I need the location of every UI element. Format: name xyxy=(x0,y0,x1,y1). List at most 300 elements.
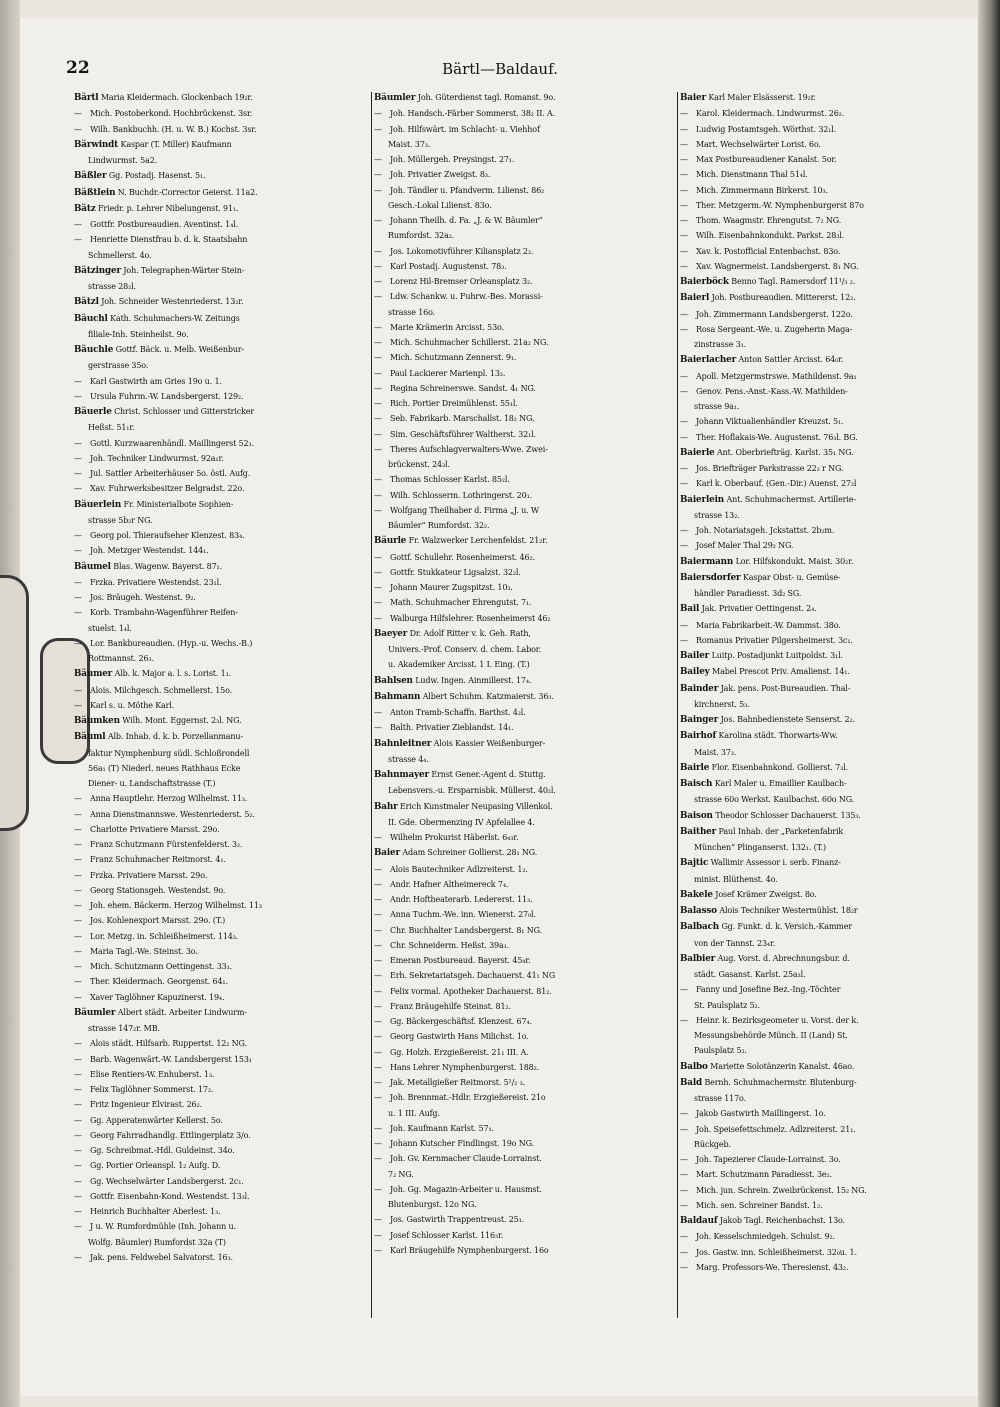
entry-details: II. Gde. Obermenzing IV Apfelallee 4. xyxy=(388,817,535,827)
dash-mark: — xyxy=(74,901,82,910)
entry-continuation xyxy=(680,337,976,352)
entry-continuation xyxy=(74,327,370,342)
entry-details: Kaspar (T. Miller) Kaufmann xyxy=(120,139,232,149)
entry-details: Anton Sattler Arcisst. 64₀r. xyxy=(738,355,844,365)
directory-entry xyxy=(680,903,976,919)
directory-subentry xyxy=(680,1260,976,1275)
directory-entry xyxy=(680,808,976,824)
entry-surname: Bahr xyxy=(374,801,398,812)
directory-subentry xyxy=(680,633,976,648)
entry-details: Thom. Waagmstr. Ehrengutst. 7₂ NG. xyxy=(696,216,842,225)
dash-mark: — xyxy=(374,864,382,874)
entry-continuation xyxy=(374,457,676,472)
thumb-tab-cutout xyxy=(0,575,29,831)
entry-surname: Bärtl xyxy=(74,93,99,103)
entry-details: N. Buchdr.-Corrector Geierst. 11a2. xyxy=(117,187,258,197)
directory-subentry xyxy=(680,1106,976,1121)
entry-details: Barb. Wagenwärt.-W. Landsbergerst 153₁ xyxy=(90,1054,252,1064)
entry-details: Apoll. Metzgermstrswe. Mathildenst. 9a₁ xyxy=(696,371,857,381)
entry-details: Kaspar Obst- u. Gemüse- xyxy=(742,572,841,582)
directory-subentry xyxy=(374,472,676,487)
directory-subentry xyxy=(374,999,676,1014)
entry-details: Hans Lehrer Nymphenburgerst. 188₂. xyxy=(390,1062,540,1072)
dash-mark: — xyxy=(680,1155,688,1164)
entry-continuation xyxy=(680,936,976,951)
dash-mark: — xyxy=(680,1170,688,1180)
dash-mark: — xyxy=(680,124,688,134)
directory-subentry xyxy=(374,213,676,228)
entry-details: Joh. Privatier Zweigst. 8₃. xyxy=(390,170,491,180)
entry-details: Seb. Fabrikarb. Marschallst. 18₂ NG. xyxy=(390,414,535,424)
dash-mark: — xyxy=(374,956,382,965)
entry-details: Marg. Professors-We. Theresienst. 43₂. xyxy=(696,1262,849,1272)
entry-details: Joh. Gv. Kernmacher Claude-Lorrainst. xyxy=(390,1154,542,1164)
entry-surname: Bäumler xyxy=(74,1007,116,1018)
entry-details: Wilh. Eisenbahnkondukt. Parkst. 28₃l. xyxy=(696,231,845,241)
entry-surname: Baierlein xyxy=(680,494,725,505)
entry-details: Romanus Privatier Pilgersheimerst. 3c₁. xyxy=(696,635,853,645)
entry-details: Johann Maurer Zugspitzst. 10₃. xyxy=(390,583,513,592)
entry-details: Wilh. Schlosserm. Lothringerst. 20₁. xyxy=(390,490,533,500)
dash-mark: — xyxy=(74,531,82,540)
entry-continuation xyxy=(374,815,676,830)
entry-details: minist. Blüthenst. 4o. xyxy=(694,874,778,884)
entry-surname: Baierlacher xyxy=(680,355,737,366)
dash-mark: — xyxy=(74,577,82,587)
directory-subentry xyxy=(74,1128,370,1143)
dash-mark: — xyxy=(374,277,382,286)
entry-details: Wolfgang Theilhaber d. Firma „J. u. W xyxy=(390,505,539,515)
entry-details: Jak. Metallgießer Reitmorst. 5¹/₂ ₃. xyxy=(390,1078,526,1087)
directory-subentry xyxy=(74,106,370,121)
entry-details: Kath. Schuhmachers-W. Zeitungs xyxy=(110,313,240,323)
directory-subentry xyxy=(680,384,976,399)
dash-mark: — xyxy=(374,353,382,363)
dash-mark: — xyxy=(74,1115,82,1125)
entry-surname: Bäumken xyxy=(74,716,120,726)
directory-subentry xyxy=(374,1212,676,1227)
entry-details: strasse 16o. xyxy=(388,307,436,317)
dash-mark: — xyxy=(680,1247,688,1257)
directory-entry xyxy=(680,352,976,368)
directory-entry xyxy=(374,689,676,705)
dash-mark: — xyxy=(374,246,382,256)
entry-surname: Baither xyxy=(680,826,717,837)
dash-mark: — xyxy=(374,940,382,950)
entry-details: Gg. Apperatenwärter Kellerst. 5o. xyxy=(90,1115,223,1125)
dash-mark: — xyxy=(374,1017,382,1026)
entry-continuation xyxy=(74,420,370,435)
dash-mark: — xyxy=(374,613,382,623)
entry-details: Joh. Tändler u. Pfandverm. Lilienst. 86₂ xyxy=(390,185,545,195)
entry-details: Mich. Schutzmann Oettingenst. 33₁. xyxy=(90,962,233,971)
dash-mark: — xyxy=(74,1176,82,1186)
dash-mark: — xyxy=(74,1100,82,1110)
directory-entry xyxy=(74,168,370,184)
dash-mark: — xyxy=(680,386,688,396)
entry-continuation xyxy=(374,783,676,798)
directory-entry xyxy=(680,760,976,776)
entry-details: Gottf. Schullehr. Rosenheimerst. 46₂. xyxy=(390,552,535,562)
dash-mark: — xyxy=(374,444,382,454)
dash-mark: — xyxy=(74,453,82,463)
directory-subentry xyxy=(374,274,676,289)
directory-subentry xyxy=(680,167,976,182)
directory-subentry xyxy=(680,1152,976,1167)
entry-details: Gesch.-Lokal Lilienst. 83o. xyxy=(388,200,492,210)
dash-mark: — xyxy=(680,635,688,645)
dash-mark: — xyxy=(374,583,382,592)
directory-subentry xyxy=(680,430,976,445)
entry-surname: Bald xyxy=(680,1077,703,1088)
entry-details: Georg pol. Thieraufseher Klenzest. 83₄. xyxy=(90,531,245,540)
directory-subentry xyxy=(74,807,370,822)
entry-details: Ther. Hoflakais-We. Augustenst. 76₃l. BG. xyxy=(696,432,858,442)
book-edge-shadow xyxy=(978,0,1000,1407)
directory-subentry xyxy=(680,152,976,167)
entry-continuation xyxy=(680,508,976,523)
directory-subentry xyxy=(74,374,370,389)
dash-mark: — xyxy=(374,1215,382,1225)
directory-subentry xyxy=(680,618,976,633)
dash-mark: — xyxy=(74,1085,82,1094)
dash-mark: — xyxy=(74,1161,82,1171)
dash-mark: — xyxy=(74,1146,82,1155)
entry-details: strasse 117o. xyxy=(694,1094,746,1103)
dash-mark: — xyxy=(74,977,82,987)
directory-subentry xyxy=(680,106,976,121)
directory-subentry xyxy=(74,974,370,989)
entry-details: Joh. Müllergeh. Preysingst. 27₁. xyxy=(390,155,515,164)
directory-entry xyxy=(74,201,370,217)
entry-details: Johann Viktualienhändler Kreuzst. 5₁. xyxy=(696,417,844,427)
directory-entry xyxy=(680,90,976,106)
entry-continuation xyxy=(680,998,976,1013)
entry-surname: Bajtic xyxy=(680,858,709,869)
entry-details: Gg. Holzh. Erzgießereist. 21₁ III. A. xyxy=(390,1047,529,1057)
entry-details: Maria Kleidermach. Glockenbach 19₂r. xyxy=(100,93,253,102)
entry-details: Alois städt. Hilfsarb. Ruppertst. 12₂ NG. xyxy=(90,1039,247,1049)
dash-mark: — xyxy=(680,985,688,995)
entry-details: Joh. Techniker Lindwurmst. 92a₁r. xyxy=(90,453,224,463)
entry-surname: Bainder xyxy=(680,683,719,694)
directory-subentry xyxy=(374,381,676,396)
entry-details: Xav. k. Postofficial Entenbachst. 83o. xyxy=(696,246,841,256)
directory-subentry xyxy=(74,1204,370,1219)
directory-entry xyxy=(680,290,976,306)
entry-details: Ther. Metzgerm.-W. Nymphenburgerst 87o xyxy=(696,200,864,210)
entry-details: Alois. Milchgesch. Schmellerst. 15o. xyxy=(90,685,233,695)
entry-details: Alb. k. Major a. l. s. Lorist. 1₁. xyxy=(114,669,232,679)
entry-details: Dr. Adolf Ritter v. k. Geh. Rath, xyxy=(409,628,531,638)
entry-surname: Baierle xyxy=(680,447,715,458)
entry-details: Rottmannst. 26₃. xyxy=(88,654,154,663)
entry-surname: Bäuml xyxy=(74,732,106,743)
entry-surname: Bail xyxy=(680,604,700,615)
entry-details: Karl k. Oberbauf. (Gen.-Dir.) Auenst. 27₂l xyxy=(696,479,857,489)
entry-surname: Bailer xyxy=(680,651,710,661)
entry-details: Ludwig Postamtsgeh. Wörthst. 32₁l. xyxy=(696,124,837,134)
directory-entry xyxy=(374,845,676,861)
entry-details: Gottf. Bäck. u. Melb. Weißenbur- xyxy=(115,345,245,354)
entry-details: Schmellerst. 4o. xyxy=(88,250,152,260)
directory-subentry xyxy=(74,636,370,651)
entry-details: Ludw. Ingen. Ainmillerst. 17₄. xyxy=(415,675,532,685)
dash-mark: — xyxy=(374,925,382,935)
directory-subentry xyxy=(74,913,370,928)
entry-details: Mich. jun. Schrein. Zweibrückenst. 15₂ NG. xyxy=(696,1185,867,1195)
entry-continuation xyxy=(374,752,676,767)
entry-continuation xyxy=(680,840,976,855)
directory-subentry xyxy=(374,938,676,953)
directory-subentry xyxy=(74,898,370,913)
dash-mark: — xyxy=(374,490,382,500)
entry-details: Wallimir Assessor i. serb. Finanz- xyxy=(710,858,841,868)
dash-mark: — xyxy=(74,916,82,926)
entry-details: Mich. Schuhmacher Schillerst. 21a₂ NG. xyxy=(390,338,549,347)
dash-mark: — xyxy=(374,1078,382,1087)
entry-details: strasse 9a₁. xyxy=(694,402,740,411)
entry-details: Andr. Hafner Altheimereck 7₄. xyxy=(390,879,509,889)
entry-surname: Bäuchle xyxy=(74,345,114,355)
directory-subentry xyxy=(374,503,676,518)
directory-subentry xyxy=(374,396,676,411)
entry-details: Jos. Lokomotivführer Kiliansplatz 2₂. xyxy=(390,246,534,256)
entry-details: Joh. Hilfswärt. im Schlacht- u. Viehhof xyxy=(390,124,540,134)
entry-details: Ernst Gener.-Agent d. Stuttg. xyxy=(431,770,546,779)
entry-details: Franz Schutzmann Fürstenfelderst. 3₂. xyxy=(90,840,243,849)
entry-details: Genov. Pens.-Anst.-Kass.-W. Mathilden- xyxy=(696,386,848,396)
directory-subentry xyxy=(74,929,370,944)
dash-mark: — xyxy=(374,322,382,332)
directory-entry xyxy=(374,90,676,106)
directory-subentry xyxy=(374,550,676,565)
entry-details: Joh. Postbureaudien. Mittererst. 12₂. xyxy=(711,293,856,303)
entry-details: städt. Gasanst. Karlst. 25a₃l. xyxy=(694,970,806,979)
dash-mark: — xyxy=(374,723,382,733)
dash-mark: — xyxy=(680,170,688,180)
entry-details: Joh. Kaufmann Karlst. 57₁. xyxy=(390,1123,494,1133)
dash-mark: — xyxy=(374,986,382,996)
entry-details: strasse 147₂r. MB. xyxy=(88,1024,160,1033)
dash-mark: — xyxy=(374,1001,382,1011)
directory-subentry xyxy=(680,307,976,322)
entry-details: Wilh. Mont. Eggernst. 2₃l. NG. xyxy=(122,716,242,725)
directory-subentry xyxy=(374,705,676,720)
entry-details: Adam Schreiner Gollierst. 28₁ NG. xyxy=(402,848,538,858)
directory-subentry xyxy=(680,1245,976,1260)
entry-details: Karl Bräugehilfe Nymphenburgerst. 16o xyxy=(390,1245,549,1255)
directory-subentry xyxy=(74,1082,370,1097)
dash-mark: — xyxy=(680,139,688,149)
directory-subentry xyxy=(374,1151,676,1166)
dash-mark: — xyxy=(374,971,382,981)
entry-details: Wilhelm Prokurist Häberlst. 6₄₃r. xyxy=(390,833,519,842)
entry-details: Jul. Sattler Arbeiterhäuser 5o. östl. Aufg. xyxy=(90,469,251,478)
dash-mark: — xyxy=(74,1054,82,1064)
entry-details: Josef Schlosser Karlst. 116₃r. xyxy=(390,1230,504,1240)
entry-continuation xyxy=(74,1235,370,1250)
entry-continuation xyxy=(374,642,676,657)
entry-details: Mich. Schutzmann Zennerst. 9₁. xyxy=(390,353,517,363)
entry-details: Fr. Ministerialbote Sophien- xyxy=(123,499,234,509)
entry-details: Joh. Handsch.-Färber Sommerst. 38₂ II. A. xyxy=(390,109,556,119)
entry-continuation xyxy=(680,399,976,414)
entry-surname: Balbach xyxy=(680,922,720,933)
entry-details: Gottl. Kurzwaarenhändl. Maillingerst 52₃. xyxy=(90,438,254,448)
running-head: Bärtl—Baldauf. xyxy=(442,60,558,78)
entry-surname: Bairhof xyxy=(680,731,717,742)
dash-mark: — xyxy=(74,124,82,134)
directory-subentry xyxy=(374,953,676,968)
dash-mark: — xyxy=(374,475,382,485)
entry-continuation xyxy=(74,153,370,168)
entry-details: Heßst. 51₁r. xyxy=(88,423,135,433)
directory-subentry xyxy=(374,244,676,259)
entry-details: Gottfr. Eisenbahn-Kond. Westendst. 13₃l. xyxy=(90,1191,250,1201)
entry-details: filiale-Inh. Steinheilst. 9o. xyxy=(88,329,189,339)
dash-mark: — xyxy=(74,824,82,834)
entry-details: J u. W. Rumfordmühle (Inh. Johann u. xyxy=(90,1222,236,1232)
entry-details: 7₂ NG. xyxy=(388,1169,414,1179)
dash-mark: — xyxy=(74,109,82,119)
directory-subentry xyxy=(680,476,976,491)
entry-continuation xyxy=(374,1106,676,1121)
entry-surname: Baison xyxy=(680,810,713,821)
entry-details: Max Postbureaudiener Kanalst. 5or. xyxy=(696,155,837,164)
entry-surname: Balbo xyxy=(680,1061,708,1072)
entry-surname: Balasso xyxy=(680,906,717,916)
entry-surname: Bairle xyxy=(680,762,710,773)
directory-subentry xyxy=(74,481,370,496)
entry-surname: Bäumel xyxy=(74,561,111,572)
directory-subentry xyxy=(74,122,370,137)
directory-subentry xyxy=(74,575,370,590)
entry-details: Henriette Dienstfrau b. d. k. Staatsbahn xyxy=(90,235,248,245)
dash-mark: — xyxy=(74,700,82,710)
entry-continuation xyxy=(74,776,370,791)
entry-details: Joh. Güterdienst tagl. Romanst. 9o. xyxy=(417,93,556,102)
directory-subentry xyxy=(74,232,370,247)
column-3 xyxy=(680,90,976,1320)
directory-entry xyxy=(374,767,676,783)
directory-subentry xyxy=(680,1122,976,1137)
dash-mark: — xyxy=(680,432,688,442)
entry-details: Mart. Wechselwärter Lorist. 6o. xyxy=(696,139,821,149)
entry-details: Erh. Sekretariatsgeh. Dachauerst. 41₁ NG xyxy=(390,971,556,981)
directory-subentry xyxy=(74,1174,370,1189)
dash-mark: — xyxy=(680,216,688,225)
directory-entry xyxy=(74,1005,370,1021)
directory-entry xyxy=(680,601,976,617)
dash-mark: — xyxy=(74,608,82,618)
entry-details: Karl Maler Elsässerst. 19₂r. xyxy=(708,93,816,102)
entry-details: Math. Schuhmacher Ehrengutst. 7₁. xyxy=(390,598,532,608)
entry-surname: Bätzl xyxy=(74,297,99,308)
entry-surname: Baierl xyxy=(680,293,710,304)
directory-entry xyxy=(680,570,976,586)
entry-details: Georg Gastwirth Hans Milichst. 1o. xyxy=(390,1032,529,1042)
dash-mark: — xyxy=(374,429,382,439)
dash-mark: — xyxy=(74,931,82,941)
dash-mark: — xyxy=(74,870,82,880)
entry-details: Heinr. k. Bezirksgeometer u. Vorst. der k. xyxy=(696,1015,859,1025)
dash-mark: — xyxy=(74,235,82,245)
entry-details: Anna Dienstmannswe. Westenriederst. 5₂. xyxy=(90,809,255,819)
dash-mark: — xyxy=(680,1124,688,1134)
entry-surname: Bäuerle xyxy=(74,407,112,417)
dash-mark: — xyxy=(374,552,382,562)
entry-continuation xyxy=(680,745,976,760)
dash-mark: — xyxy=(680,479,688,489)
entry-details: Xaver Taglöhner Kapuzinerst. 19₄. xyxy=(90,992,225,1002)
entry-details: Paul Inhab. der „Parketenfabrik xyxy=(718,826,844,836)
directory-subentry xyxy=(374,1090,676,1105)
dash-mark: — xyxy=(374,1154,382,1164)
entry-details: Ther. Kleidermach. Georgenst. 64₁. xyxy=(90,977,228,987)
entry-details: Gg. Bäckergeschäftsf. Klenzest. 67₄. xyxy=(390,1017,532,1026)
directory-subentry xyxy=(374,892,676,907)
directory-subentry xyxy=(74,1250,370,1265)
directory-entry xyxy=(74,311,370,327)
entry-continuation xyxy=(374,1167,676,1182)
directory-subentry xyxy=(74,1052,370,1067)
entry-details: Fanny und Josefine Bez.-Ing.-Töchter xyxy=(696,985,841,995)
entry-continuation xyxy=(74,621,370,636)
dash-mark: — xyxy=(74,391,82,401)
directory-subentry xyxy=(374,183,676,198)
directory-entry xyxy=(680,445,976,461)
dash-mark: — xyxy=(374,124,382,134)
entry-surname: Balbier xyxy=(680,953,716,964)
directory-subentry xyxy=(374,1121,676,1136)
directory-subentry xyxy=(374,1014,676,1029)
dash-mark: — xyxy=(680,231,688,241)
entry-details: Korb. Trambahn-Wagenführer Reifen- xyxy=(90,608,238,618)
entry-details: Paulsplatz 5₂. xyxy=(694,1046,747,1056)
directory-entry xyxy=(374,533,676,549)
dash-mark: — xyxy=(680,1185,688,1195)
dash-mark: — xyxy=(374,879,382,889)
directory-subentry xyxy=(374,1045,676,1060)
directory-entry xyxy=(74,666,370,682)
entry-surname: Bakele xyxy=(680,889,713,900)
entry-details: St. Paulsplatz 5₂. xyxy=(694,1000,760,1010)
dash-mark: — xyxy=(680,620,688,630)
entry-details: Univers.-Prof. Conserv. d. chem. Labor. xyxy=(388,645,541,654)
entry-surname: Bäurle xyxy=(374,536,407,547)
directory-entry xyxy=(74,90,370,106)
directory-subentry xyxy=(680,1229,976,1244)
entry-details: Joh. Zimmermann Landsbergerst. 122o. xyxy=(696,309,853,319)
entry-details: Joh. Metzger Westendst. 144₁. xyxy=(90,546,209,556)
entry-surname: Bahnmayer xyxy=(374,770,429,780)
entry-details: Jos. Bräugeh. Westenst. 9₂. xyxy=(90,593,196,602)
entry-details: Josef Krämer Zweigst. 8o. xyxy=(715,889,817,899)
directory-subentry xyxy=(680,137,976,152)
entry-details: Wilh. Bankbuchh. (H. u. W. B.) Kochst. 3sr. xyxy=(90,124,257,134)
entry-details: Gg. Postadj. Hasenst. 5₁. xyxy=(108,171,206,181)
entry-details: Anna Tuchm.-We. inn. Wienerst. 27₀l. xyxy=(390,910,536,920)
entry-details: Johann Theilh. d. Fa. „J. & W. Bäumler“ xyxy=(390,216,543,225)
entry-continuation xyxy=(74,651,370,666)
directory-subentry xyxy=(74,436,370,451)
dash-mark: — xyxy=(74,794,82,804)
entry-details: Mich. Dienstmann Thal 51₄l. xyxy=(696,170,808,180)
dash-mark: — xyxy=(374,1245,382,1255)
entry-details: Anton Tramb-Schaffn. Barthst. 4₂l. xyxy=(390,708,526,717)
dash-mark: — xyxy=(374,833,382,842)
